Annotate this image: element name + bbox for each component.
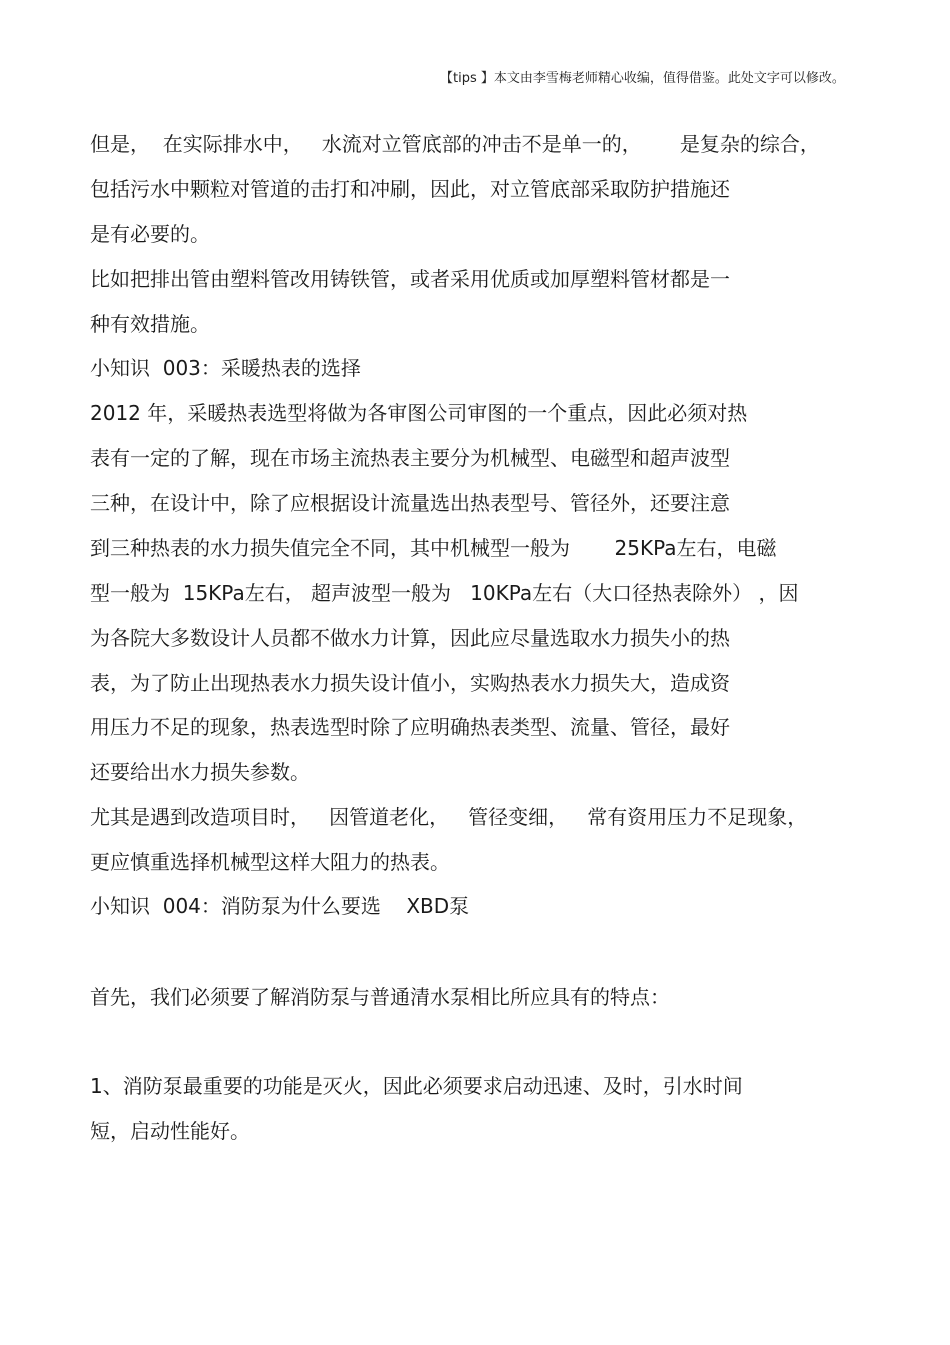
- paragraph-line-15: 还要给出水力损失参数。: [90, 760, 310, 784]
- paragraph-line-13: 表，为了防止出现热表水力损失设计值小，实购热表水力损失大，造成资: [90, 671, 730, 695]
- tips-header: 【tips 】本文由李雪梅老师精心收编，值得借鉴。此处文字可以修改。: [440, 71, 845, 86]
- paragraph-line-8: 表有一定的了解，现在市场主流热表主要分为机械型、电磁型和超声波型: [90, 446, 730, 470]
- paragraph-line-16: 尤其是遇到改造项目时， 因管道老化， 管径变细， 常有资用压力不足现象，: [90, 805, 808, 829]
- paragraph-line-14: 用压力不足的现象，热表选型时除了应明确热表类型、流量、管径，最好: [90, 715, 730, 739]
- paragraph-line-10: 到三种热表的水力损失值完全不同，其中机械型一般为 25KPa左右，电磁: [90, 536, 777, 560]
- paragraph-line-7: 2012 年，采暖热表选型将做为各审图公司审图的一个重点，因此必须对热: [90, 401, 748, 425]
- paragraph-line-12: 为各院大多数设计人员都不做水力计算，因此应尽量选取水力损失小的热: [90, 626, 730, 650]
- paragraph-line-5: 种有效措施。: [90, 312, 210, 336]
- paragraph-line-11: 型一般为 15KPa左右， 超声波型一般为 10KPa左右（大口径热表除外） ，因: [90, 581, 799, 605]
- paragraph-line-21: 短，启动性能好。: [90, 1119, 250, 1143]
- paragraph-line-4: 比如把排出管由塑料管改用铸铁管，或者采用优质或加厚塑料管材都是一: [90, 267, 730, 291]
- paragraph-line-20: 1、消防泵最重要的功能是灭火，因此必须要求启动迅速、及时，引水时间: [90, 1074, 743, 1098]
- paragraph-line-3: 是有必要的。: [90, 222, 210, 246]
- paragraph-line-1: 但是， 在实际排水中， 水流对立管底部的冲击不是单一的， 是复杂的综合，: [90, 132, 820, 156]
- paragraph-line-2: 包括污水中颗粒对管道的击打和冲刷，因此，对立管底部采取防护措施还: [90, 177, 730, 201]
- paragraph-line-9: 三种，在设计中，除了应根据设计流量选出热表型号、管径外，还要注意: [90, 491, 730, 515]
- paragraph-line-19: 首先，我们必须要了解消防泵与普通清水泵相比所应具有的特点：: [90, 985, 670, 1009]
- section-heading-003: 小知识 003：采暖热表的选择: [90, 356, 361, 380]
- section-heading-004: 小知识 004：消防泵为什么要选 XBD泵: [90, 894, 470, 918]
- paragraph-line-17: 更应慎重选择机械型这样大阻力的热表。: [90, 850, 450, 874]
